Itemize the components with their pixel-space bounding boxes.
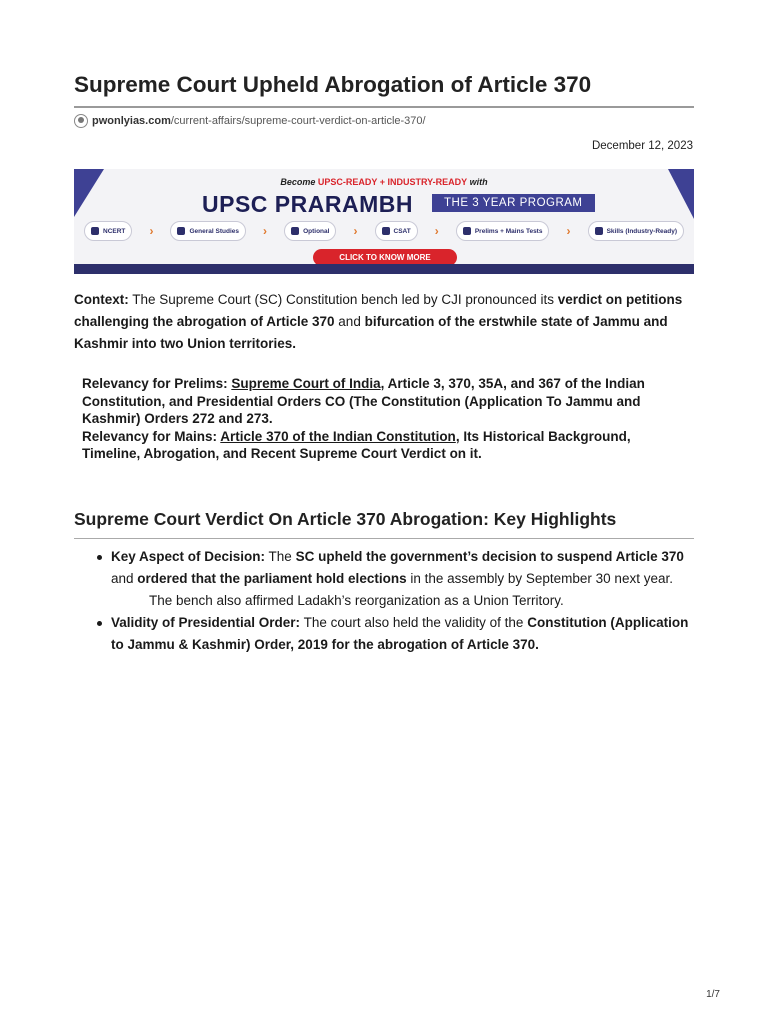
pill-label: Optional (303, 227, 330, 235)
people-icon (291, 227, 299, 235)
context-label: Context: (74, 292, 129, 307)
source-url[interactable] (74, 114, 426, 128)
chevron-right-icon: › (263, 224, 268, 238)
pill-tests (456, 221, 550, 241)
item-bold: Constitution (Application to Jammu & Kashmir) Order, 2019 for the abrogation of Article 370. (111, 615, 689, 652)
item-bold: SC upheld the government’s decision to suspend Article 370 (295, 549, 684, 564)
pill-label: NCERT (103, 227, 126, 235)
pill-label: General Studies (189, 227, 239, 235)
article-title: Supreme Court Upheld Abrogation of Article 370 (74, 72, 592, 97)
chevron-right-icon: › (566, 224, 571, 238)
relevancy-prelims (82, 375, 692, 428)
pill-ncert (84, 221, 132, 241)
article-370-link[interactable]: Article 370 of the Indian Constitution (220, 428, 456, 444)
mains-rest: , Its Historical Background, Timeline, Abrogation, and Recent Supreme Court Verdict on it. (82, 428, 631, 461)
banner-tagline (74, 177, 694, 187)
pill-label: Skills (Industry-Ready) (606, 227, 677, 235)
source-domain[interactable]: pwonlyias.com (92, 115, 171, 127)
pill-label: Prelims + Mains Tests (474, 227, 543, 235)
banner-become-highlight: UPSC-READY + INDUSTRY-READY (317, 177, 468, 187)
page-number: 1/7 (706, 989, 720, 1000)
item-text: in the assembly by September 30 next year. (406, 571, 673, 586)
supreme-court-link[interactable]: Supreme Court of India (231, 376, 381, 391)
banner-pills (84, 221, 684, 241)
section-heading: Supreme Court Verdict On Article 370 Abrogation: Key Highlights (74, 509, 617, 529)
item-label: Validity of Presidential Order: (111, 615, 301, 630)
pill-label: CSAT (393, 227, 411, 235)
banner-headline: UPSC PRARAMBH (202, 191, 413, 217)
item-text: The court also held the validity of the (300, 615, 528, 630)
banner-become-suffix: with (467, 177, 488, 187)
clipboard-icon (463, 227, 471, 235)
gear-icon (595, 227, 603, 235)
section-divider (74, 538, 694, 539)
globe-icon (177, 227, 185, 235)
highlights-list (95, 546, 695, 656)
item-bold: ordered that the parliament hold elections (137, 571, 407, 586)
promo-banner[interactable] (74, 169, 694, 274)
chevron-right-icon: › (353, 224, 358, 238)
relevancy-block (82, 375, 692, 463)
context-text-1: The Supreme Court (SC) Constitution bench led by CJI pronounced its (128, 292, 558, 307)
pill-skills (588, 221, 684, 241)
article-date: December 12, 2023 (591, 140, 693, 152)
pill-optional (284, 221, 336, 241)
mains-label: Relevancy for Mains: (82, 428, 221, 444)
chevron-right-icon: › (434, 224, 439, 238)
item-subline: The bench also affirmed Ladakh’s reorganization as a Union Territory. (149, 593, 564, 608)
book-icon (91, 227, 99, 235)
globe-icon (74, 114, 88, 128)
source-path[interactable]: /current-affairs/supreme-court-verdict-on-article-370/ (170, 115, 426, 127)
title-divider (74, 106, 694, 108)
chevron-right-icon: › (149, 224, 154, 238)
context-bold-2: bifurcation of the erstwhile state of Jammu and Kashmir into two Union territories. (74, 314, 668, 351)
list-item (95, 546, 695, 590)
relevancy-mains (82, 428, 692, 463)
list-item (95, 612, 695, 656)
calculator-icon (382, 227, 390, 235)
item-text: The (265, 549, 296, 564)
banner-bottom-strip (74, 264, 694, 274)
context-text-2: and (334, 314, 365, 329)
context-bold-1: verdict on petitions challenging the abrogation of Article 370 (74, 292, 683, 329)
banner-program-badge: THE 3 YEAR PROGRAM (432, 194, 595, 212)
pill-csat (375, 221, 418, 241)
know-more-button[interactable]: CLICK TO KNOW MORE (313, 249, 457, 266)
item-text: and (111, 571, 138, 586)
context-paragraph (74, 289, 694, 355)
prelims-label: Relevancy for Prelims: (82, 376, 232, 391)
pill-general-studies (170, 221, 246, 241)
item-label: Key Aspect of Decision: (111, 549, 266, 564)
prelims-rest: , Article 3, 370, 35A, and 367 of the Indian Constitution, and Presidential Orders CO (The Constitution (Application To Jammu and Kashmir) Orders 272 and 273. (82, 376, 645, 426)
banner-become-prefix: Become (280, 177, 318, 187)
